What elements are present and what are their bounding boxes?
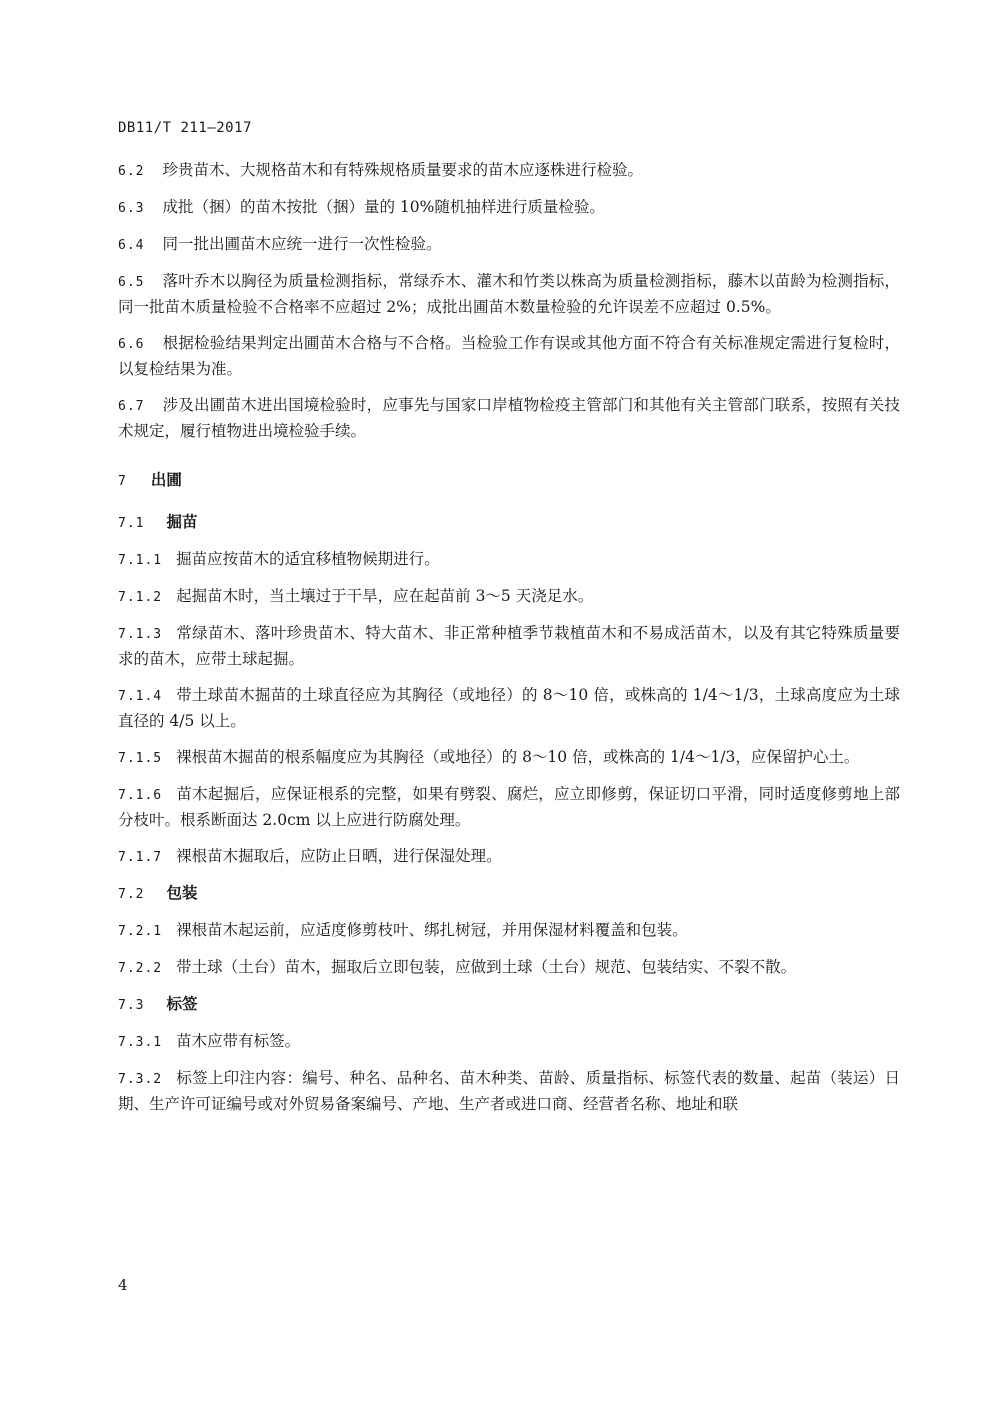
clause-number: 7.1.3 <box>118 627 163 642</box>
subsection-number: 7.1 <box>118 516 145 531</box>
clause-text: 常绿苗木、落叶珍贵苗木、特大苗木、非正常种植季节栽植苗木和不易成活苗木，以及有其它特殊质量要求的苗木，应带土球起掘。 <box>118 624 900 668</box>
section-number: 7 <box>118 474 127 489</box>
clause-7-1-7 <box>118 844 900 870</box>
clause-number: 7.1.6 <box>118 788 163 803</box>
clause-number: 7.1.1 <box>118 553 163 568</box>
clause-text: 起掘苗木时，当土壤过于干旱，应在起苗前 3～5 天浇足水。 <box>176 587 594 605</box>
clause-7-3-2 <box>118 1066 900 1117</box>
subsection-number: 7.3 <box>118 998 145 1013</box>
clause-7-2-1 <box>118 918 900 944</box>
clause-text: 裸根苗木起运前，应适度修剪枝叶、绑扎树冠，并用保湿材料覆盖和包装。 <box>176 921 688 939</box>
clause-number: 7.1.2 <box>118 590 163 605</box>
subsection-title: 包装 <box>166 884 198 902</box>
clause-number: 7.1.4 <box>118 689 163 704</box>
clause-number: 7.1.5 <box>118 751 163 766</box>
clause-number: 7.1.7 <box>118 850 163 865</box>
subsection-title: 标签 <box>166 995 198 1013</box>
clause-6-4 <box>118 232 900 258</box>
clause-6-5 <box>118 269 900 320</box>
clause-7-3-1 <box>118 1029 900 1055</box>
clause-text: 掘苗应按苗木的适宜移植物候期进行。 <box>176 550 440 568</box>
clause-text: 苗木应带有标签。 <box>176 1032 301 1050</box>
subsection-7-2-heading <box>118 881 900 907</box>
section-title: 出圃 <box>150 471 182 489</box>
subsection-title: 掘苗 <box>166 513 198 531</box>
clause-7-1-6 <box>118 782 900 833</box>
clause-7-2-2 <box>118 955 900 981</box>
document-body <box>118 158 900 1128</box>
clause-number: 6.3 <box>118 201 145 216</box>
clause-text: 带土球苗木掘苗的土球直径应为其胸径（或地径）的 8～10 倍，或株高的 1/4～1/3，土球高度应为土球直径的 4/5 以上。 <box>118 686 900 730</box>
clause-number: 7.3.2 <box>118 1072 163 1087</box>
clause-6-7 <box>118 393 900 444</box>
clause-7-1-1 <box>118 547 900 573</box>
clause-number: 6.7 <box>118 399 145 414</box>
clause-7-1-2 <box>118 584 900 610</box>
section-7-heading <box>118 468 900 494</box>
subsection-7-3-heading <box>118 992 900 1018</box>
clause-number: 7.2.1 <box>118 924 163 939</box>
clause-7-1-4 <box>118 683 900 734</box>
clause-number: 6.2 <box>118 164 145 179</box>
clause-number: 6.4 <box>118 238 145 253</box>
clause-text: 成批（捆）的苗木按批（捆）量的 10%随机抽样进行质量检验。 <box>162 198 605 216</box>
page-number: 4 <box>118 1276 128 1294</box>
clause-text: 苗木起掘后，应保证根系的完整，如果有劈裂、腐烂，应立即修剪，保证切口平滑，同时适度修剪地上部分枝叶。根系断面达 2.0cm 以上应进行防腐处理。 <box>118 785 900 829</box>
clause-text: 裸根苗木掘取后，应防止日晒，进行保湿处理。 <box>176 847 502 865</box>
clause-text: 标签上印注内容：编号、种名、品种名、苗木种类、苗龄、质量指标、标签代表的数量、起苗（装运）日期、生产许可证编号或对外贸易备案编号、产地、生产者或进口商、经营者名称、地址和联 <box>118 1069 900 1113</box>
clause-7-1-3 <box>118 621 900 672</box>
clause-text: 根据检验结果判定出圃苗木合格与不合格。当检验工作有误或其他方面不符合有关标准规定需进行复检时，以复检结果为准。 <box>118 334 900 378</box>
clause-text: 裸根苗木掘苗的根系幅度应为其胸径（或地径）的 8～10 倍，或株高的 1/4～1/3，应保留护心土。 <box>176 748 860 766</box>
clause-text: 同一批出圃苗木应统一进行一次性检验。 <box>162 235 442 253</box>
clause-number: 7.3.1 <box>118 1035 163 1050</box>
clause-6-2 <box>118 158 900 184</box>
clause-number: 7.2.2 <box>118 961 163 976</box>
clause-text: 带土球（土台）苗木，掘取后立即包装，应做到土球（土台）规范、包装结实、不裂不散。 <box>176 958 797 976</box>
clause-number: 6.6 <box>118 337 145 352</box>
clause-text: 涉及出圃苗木进出国境检验时，应事先与国家口岸植物检疫主管部门和其他有关主管部门联系，按照有关技术规定，履行植物进出境检验手续。 <box>118 396 900 440</box>
standard-code-header: DB11/T 211—2017 <box>118 120 252 136</box>
clause-number: 6.5 <box>118 275 145 290</box>
clause-text: 落叶乔木以胸径为质量检测指标，常绿乔木、灌木和竹类以株高为质量检测指标，藤木以苗龄为检测指标，同一批苗木质量检验不合格率不应超过 2%；成批出圃苗木数量检验的允许误差不应超过 0.5%。 <box>118 272 900 316</box>
clause-text: 珍贵苗木、大规格苗木和有特殊规格质量要求的苗木应逐株进行检验。 <box>162 161 643 179</box>
subsection-number: 7.2 <box>118 887 145 902</box>
clause-7-1-5 <box>118 745 900 771</box>
clause-6-3 <box>118 195 900 221</box>
clause-6-6 <box>118 331 900 382</box>
subsection-7-1-heading <box>118 510 900 536</box>
